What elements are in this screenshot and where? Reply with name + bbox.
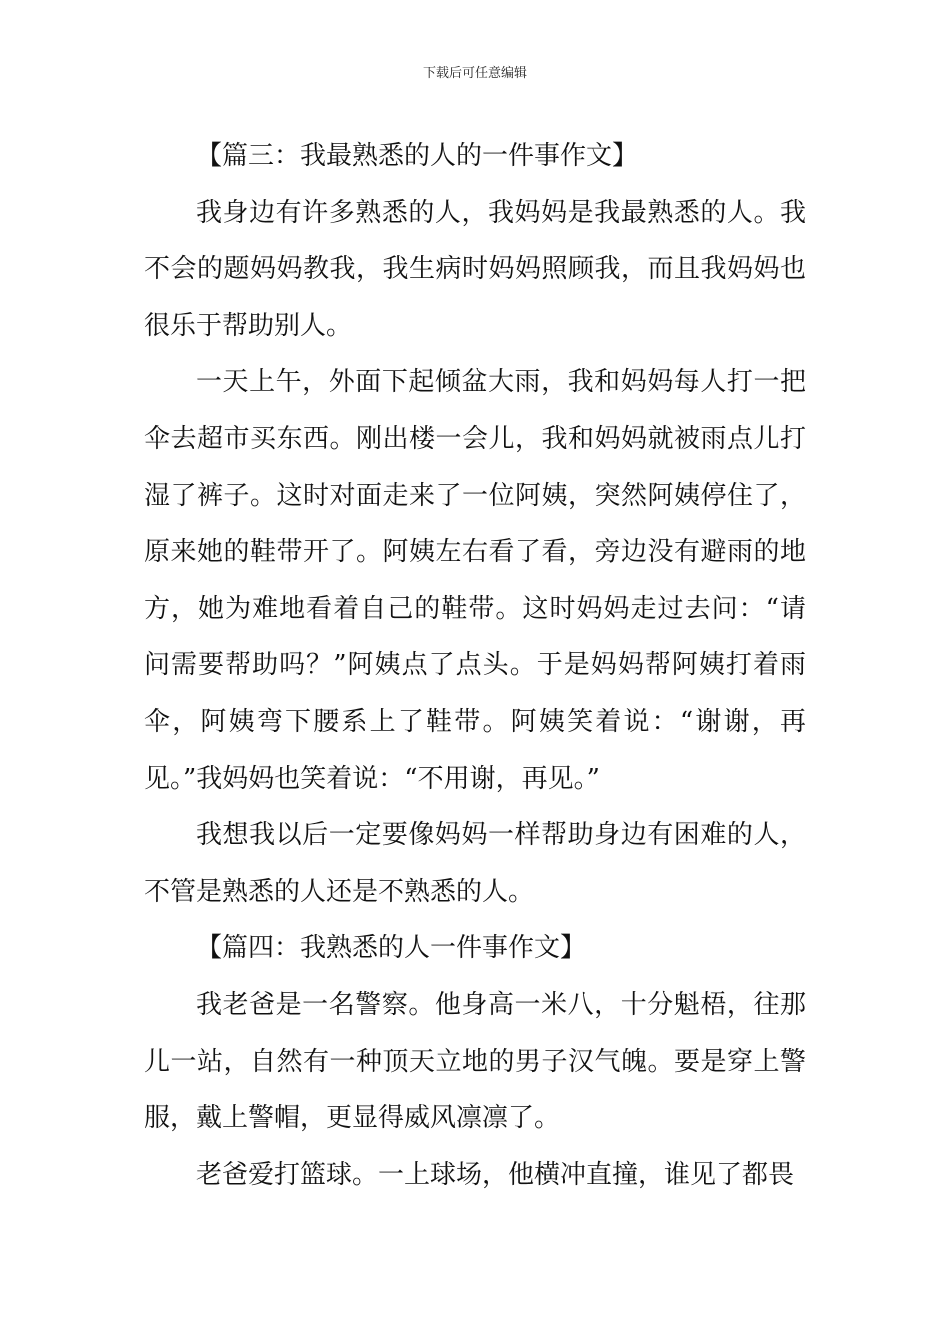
document-body: [144, 128, 806, 1203]
paragraph: 我身边有许多熟悉的人，我妈妈是我最熟悉的人。我不会的题妈妈教我，我生病时妈妈照顾我，而且我妈妈也很乐于帮助别人。: [144, 197, 806, 341]
paragraph: 一天上午，外面下起倾盆大雨，我和妈妈每人打一把伞去超市买东西。刚出楼一会儿，我和妈妈就被雨点儿打湿了裤子。这时对面走来了一位阿姨，突然阿姨停住了，原来她的鞋带开了。阿姨左右看了看，旁边没有避雨的地方，她为难地看着自己的鞋带。这时妈妈走过去问：“请问需要帮助吗？”阿姨点了点头。于是妈妈帮阿姨打着雨伞，阿姨弯下腰系上了鞋带。阿姨笑着说：“谢谢，再见。”我妈妈也笑着说：“不用谢，再见。”: [144, 367, 806, 794]
paragraph: 我老爸是一名警察。他身高一米八，十分魁梧，往那儿一站，自然有一种顶天立地的男子汉气魄。要是穿上警服，戴上警帽，更显得威风凛凛了。: [144, 989, 806, 1134]
section-heading-part-three: 【篇三：我最熟悉的人的一件事作文】: [196, 141, 639, 171]
section-heading-part-four: 【篇四：我熟悉的人一件事作文】: [196, 933, 587, 964]
page-header-note: 下载后可任意编辑: [422, 66, 527, 81]
paragraph: 我想我以后一定要像妈妈一样帮助身边有困难的人，不管是熟悉的人还是不熟悉的人。: [144, 820, 806, 907]
paragraph: 老爸爱打篮球。一上球场，他横冲直撞，谁见了都畏: [196, 1159, 795, 1190]
